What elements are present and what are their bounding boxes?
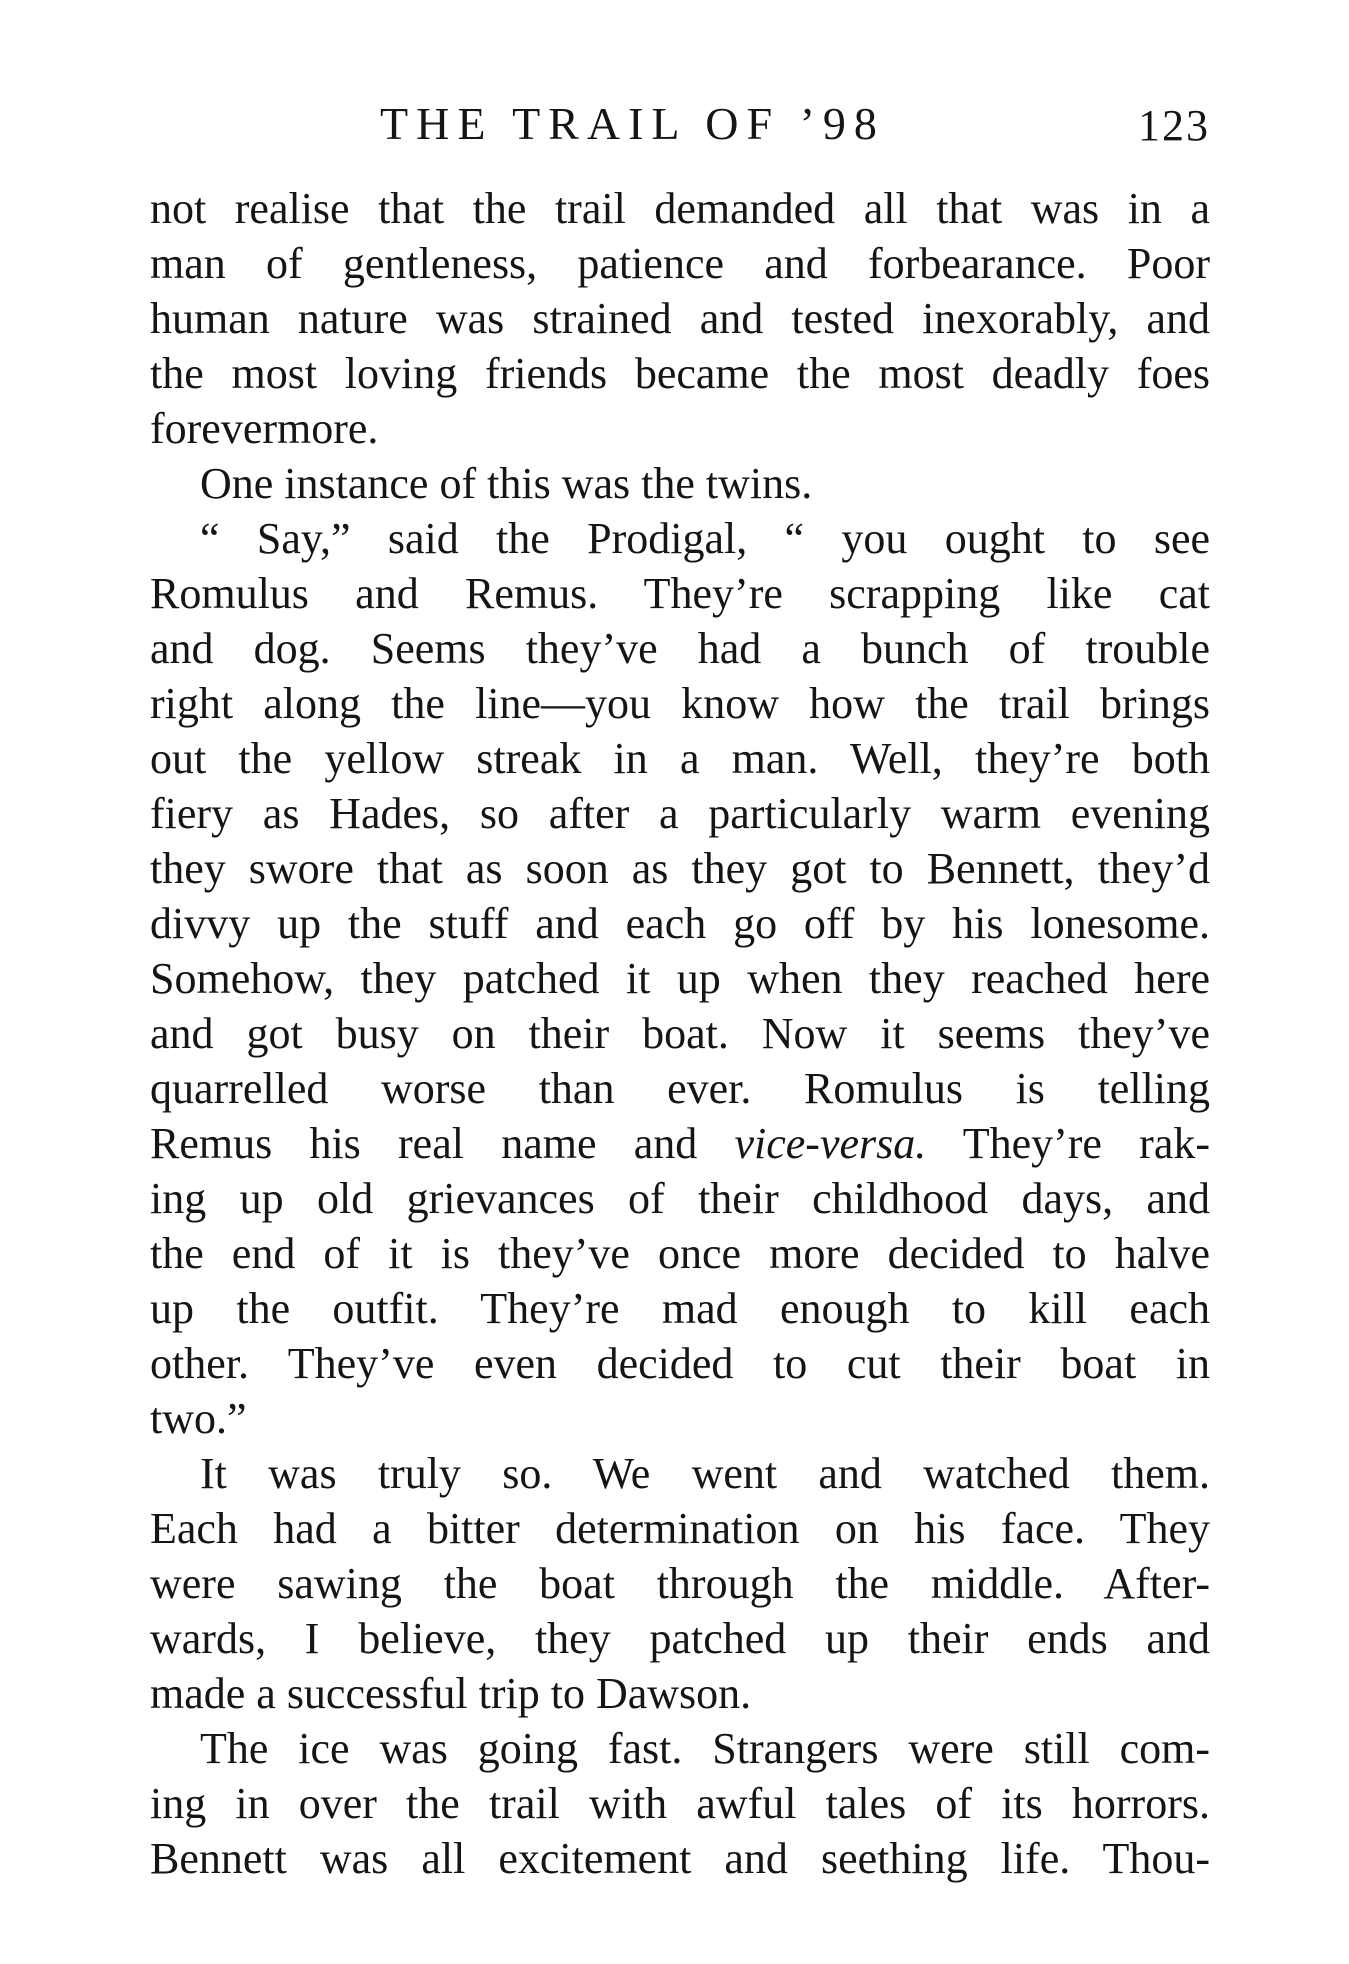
- text-line: and dog. Seems they’ve had a bunch of trouble: [150, 624, 1210, 673]
- running-title: THE TRAIL OF ’98: [380, 98, 885, 149]
- page-number: 123: [1138, 101, 1210, 150]
- text-line: ing in over the trail with awful tales of its horrors.: [150, 1779, 1210, 1828]
- text-line: divvy up the stuff and each go off by his lonesome.: [150, 899, 1210, 948]
- text-line-with-italic: [150, 1116, 1210, 1171]
- text-line: the end of it is they’ve once more decided to halve: [150, 1229, 1210, 1278]
- text-line: were sawing the boat through the middle. After-: [150, 1559, 1210, 1608]
- text-line: It was truly so. We went and watched them.: [200, 1449, 1210, 1498]
- text-run: Remus his real name and: [150, 1119, 735, 1168]
- text-line: they swore that as soon as they got to Bennett, they’d: [150, 844, 1210, 893]
- text-line: out the yellow streak in a man. Well, they’re both: [150, 734, 1210, 783]
- text-line: wards, I believe, they patched up their ends and: [150, 1614, 1210, 1663]
- text-line: Romulus and Remus. They’re scrapping like cat: [150, 569, 1210, 618]
- text-line: right along the line—you know how the trail brings: [150, 679, 1210, 728]
- text-line: man of gentleness, patience and forbearance. Poor: [150, 239, 1210, 288]
- text-line: the most loving friends became the most deadly foes: [150, 349, 1210, 398]
- text-line: and got busy on their boat. Now it seems they’ve: [150, 1009, 1210, 1058]
- book-page: [150, 0, 1210, 1964]
- text-line: up the outfit. They’re mad enough to kill each: [150, 1284, 1210, 1333]
- text-line: forevermore.: [150, 404, 379, 453]
- text-line: two.”: [150, 1394, 247, 1443]
- text-line: ing up old grievances of their childhood days, and: [150, 1174, 1210, 1223]
- text-line: human nature was strained and tested inexorably, and: [150, 294, 1210, 343]
- body-text: [150, 181, 1210, 1886]
- text-line: Bennett was all excitement and seething life. Thou-: [150, 1834, 1210, 1883]
- text-line: “ Say,” said the Prodigal, “ you ought to see: [200, 514, 1210, 563]
- text-line: made a successful trip to Dawson.: [150, 1669, 752, 1718]
- text-line: One instance of this was the twins.: [200, 459, 813, 508]
- text-line: other. They’ve even decided to cut their boat in: [150, 1339, 1210, 1388]
- text-line: The ice was going fast. Strangers were still com-: [200, 1724, 1210, 1773]
- italic-run: vice-versa.: [734, 1119, 927, 1168]
- text-line: Somehow, they patched it up when they reached here: [150, 954, 1210, 1003]
- text-line: not realise that the trail demanded all that was in a: [150, 184, 1210, 233]
- text-line: fiery as Hades, so after a particularly warm evening: [150, 789, 1210, 838]
- running-head: [150, 94, 1210, 154]
- text-line: Each had a bitter determination on his face. They: [150, 1504, 1210, 1553]
- text-line: quarrelled worse than ever. Romulus is telling: [150, 1064, 1210, 1113]
- text-run: They’re rak-: [926, 1119, 1211, 1168]
